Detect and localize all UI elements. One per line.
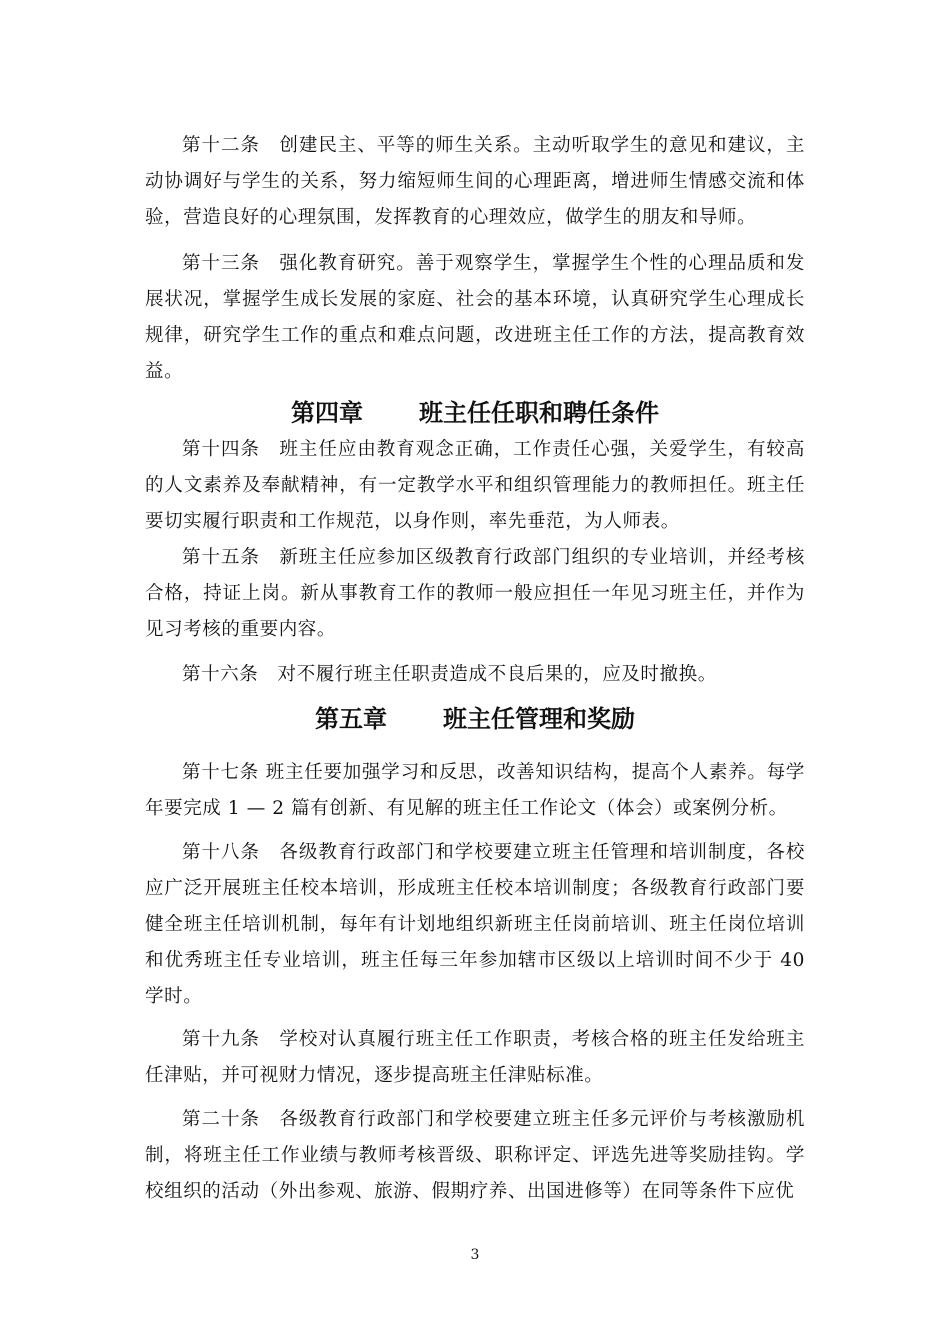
chapter-5-number: 第五章: [315, 705, 387, 733]
article-14: 第十四条 班主任应由教育观念正确，工作责任心强，关爱学生，有较高的人文素养及奉献精神，有一定教学水平和组织管理能力的教师担任。班主任要切实履行职责和工作规范，以身作则，率先垂范，为人师表。: [145, 439, 805, 532]
page-number: 3: [470, 1247, 480, 1263]
chapter-4-number: 第四章: [291, 399, 363, 427]
article-13: 第十三条 强化教育研究。善于观察学生，掌握学生个性的心理品质和发展状况，掌握学生成长发展的家庭、社会的基本环境，认真研究学生心理成长规律，研究学生工作的重点和难点问题，改进班主任工作的方法，提高教育效益。: [145, 253, 805, 382]
article-20: 第二十条 各级教育行政部门和学校要建立班主任多元评价与考核激励机制，将班主任工作业绩与教师考核晋级、职称评定、评选先进等奖励挂钩。学校组织的活动（外出参观、旅游、假期疗养、出国进修等）在同等条件下应优: [145, 1109, 805, 1202]
article-17: 第十七条 班主任要加强学习和反思，改善知识结构，提高个人素养。每学年要完成 1 — 2 篇有创新、有见解的班主任工作论文（体会）或案例分析。: [145, 762, 805, 819]
article-12: 第十二条 创建民主、平等的师生关系。主动听取学生的意见和建议，主动协调好与学生的关系，努力缩短师生间的心理距离，增进师生情感交流和体验，营造良好的心理氛围，发挥教育的心理效应，做学生的朋友和导师。: [145, 135, 805, 228]
chapter-5-heading: [0, 703, 950, 735]
chapter-5-title: 班主任管理和奖励: [443, 705, 635, 733]
article-18: 第十八条 各级教育行政部门和学校要建立班主任管理和培训制度，各校应广泛开展班主任校本培训，形成班主任校本培训制度；各级教育行政部门要健全班主任培训机制，每年有计划地组织新班主任岗前培训、班主任岗位培训和优秀班主任专业培训，班主任每三年参加辖市区级以上培训时间不少于 40 学时。: [145, 842, 805, 1007]
article-19: 第十九条 学校对认真履行班主任工作职责，考核合格的班主任发给班主任津贴，并可视财力情况，逐步提高班主任津贴标准。: [145, 1029, 805, 1086]
article-15: 第十五条 新班主任应参加区级教育行政部门组织的专业培训，并经考核合格，持证上岗。新从事教育工作的教师一般应担任一年见习班主任，并作为见习考核的重要内容。: [145, 547, 805, 640]
article-16: 第十六条 对不履行班主任职责造成不良后果的，应及时撤换。: [182, 664, 717, 685]
chapter-4-title: 班主任任职和聘任条件: [419, 399, 659, 427]
chapter-4-heading: [0, 397, 950, 429]
